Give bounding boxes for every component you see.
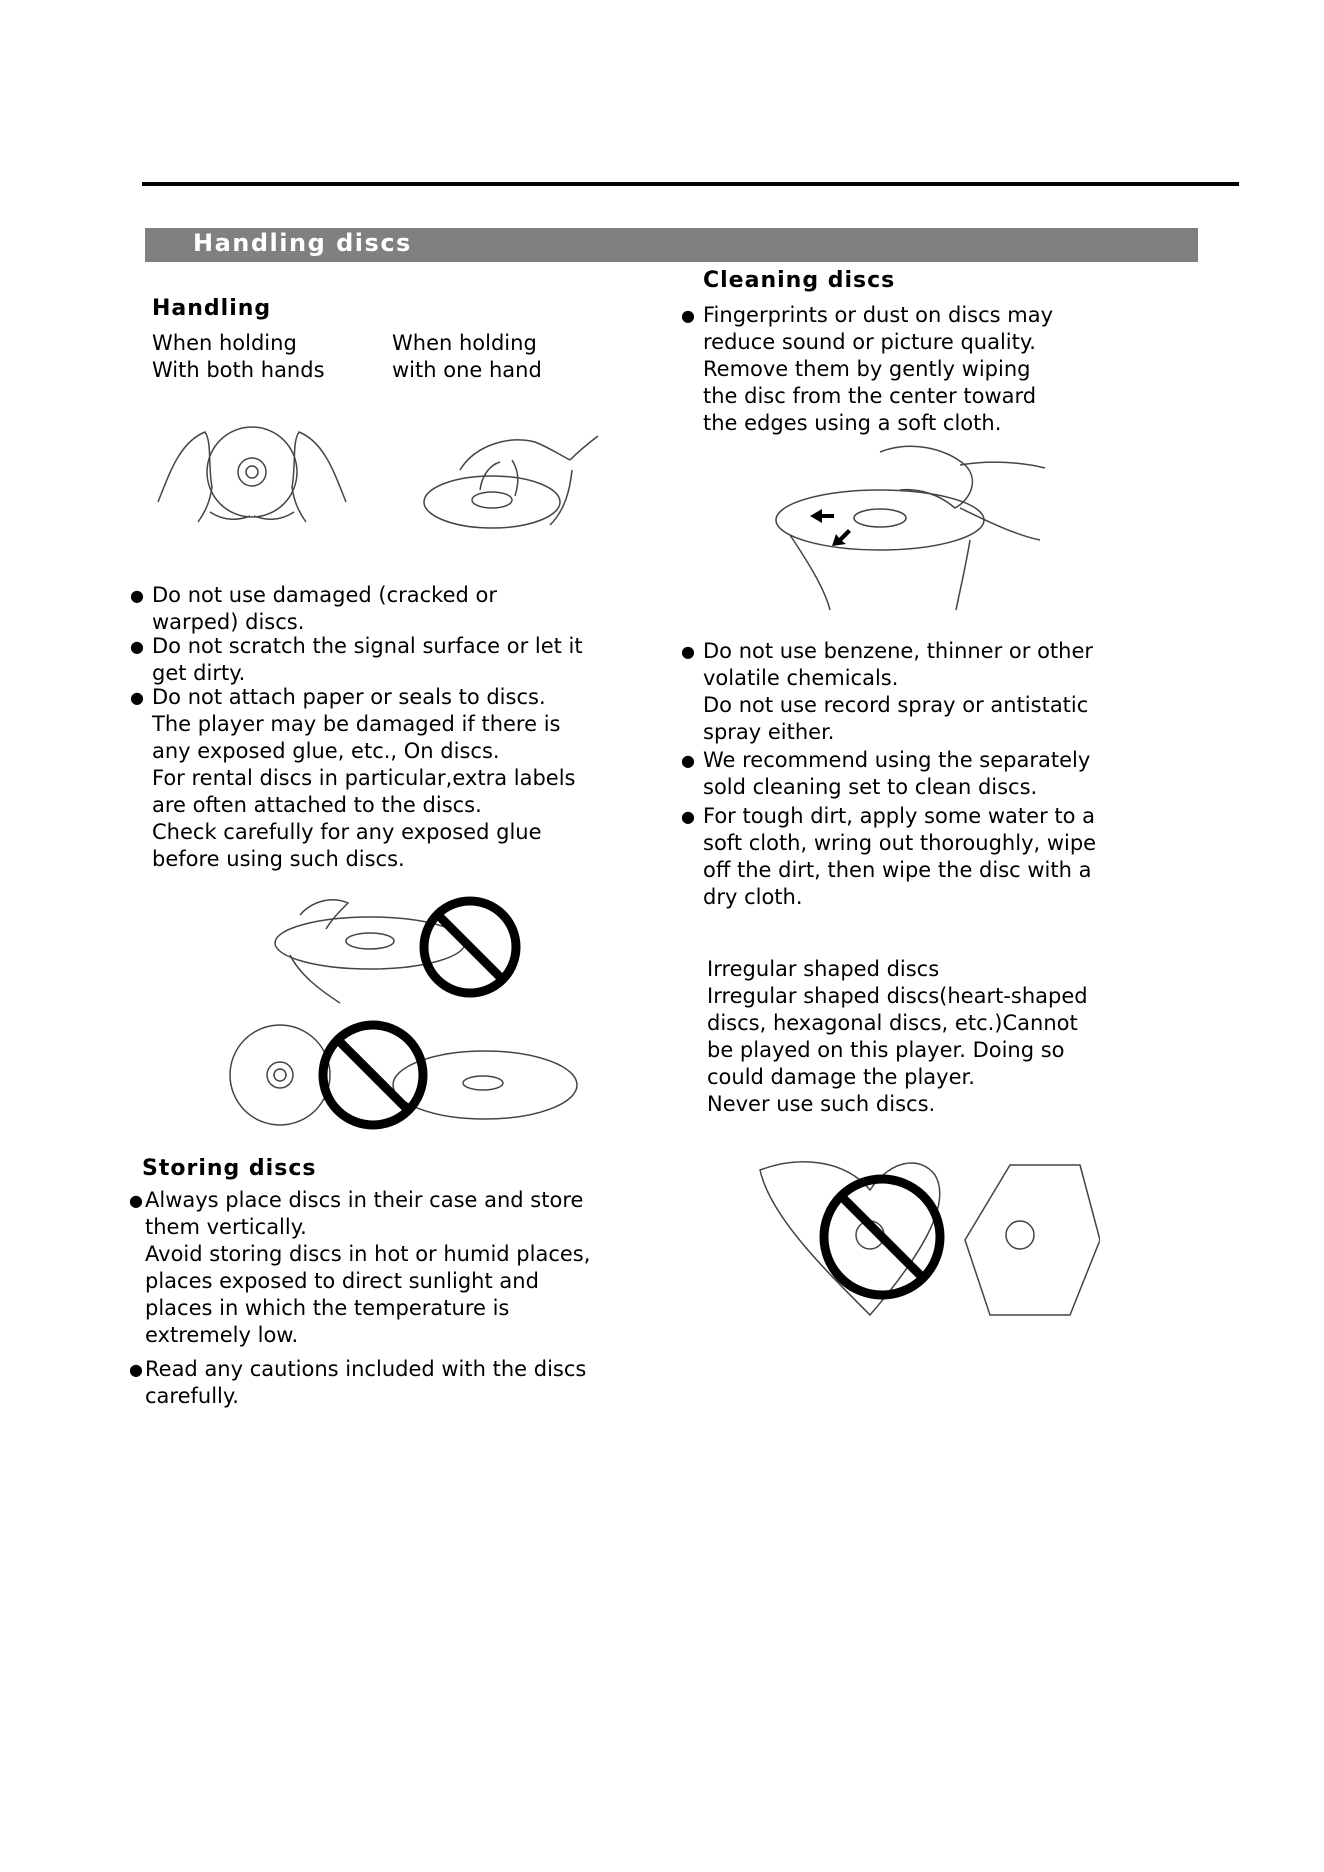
handling-bullet-1: ● Do not use damaged (cracked or warped) discs. — [130, 583, 497, 634]
irregular-discs-text: Irregular shaped discs Irregular shaped discs(heart-shaped discs, hexagonal discs, etc.)Cannot be played on this player. Doing so could damage the player. Never use such discs. — [707, 957, 1088, 1116]
irregular-discs-illustration — [750, 1155, 1100, 1325]
cleaning-bullet-2: ● Do not use benzene, thinner or other volatile chemicals. Do not use record spray or antistatic spray either. — [681, 639, 1094, 744]
cleaning-bullet-1: ● Fingerprints or dust on discs may reduce sound or picture quality. Remove them by gently wiping the disc from the center toward the edges using a soft cloth. — [681, 303, 1054, 435]
banner-title: Handling discs — [193, 229, 412, 257]
header-rule — [142, 182, 1239, 186]
both-hands-illustration — [150, 412, 360, 532]
caption-both-hands: When holding With both hands — [152, 331, 325, 382]
handling-bullet-3: ● Do not attach paper or seals to discs. The player may be damaged if there is any exposed glue, etc., On discs. For rental discs in particular,extra labels are often attached to the discs. Check carefully for any exposed glue before using such discs. — [130, 685, 576, 871]
handling-bullet-2: ● Do not scratch the signal surface or let it get dirty. — [130, 634, 583, 685]
cleaning-bullet-4: ● For tough dirt, apply some water to a soft cloth, wring out thoroughly, wipe off the dirt, then wipe the disc with a dry cloth. — [681, 804, 1097, 909]
caption-one-hand: When holding with one hand — [392, 331, 542, 382]
storing-heading: Storing discs — [142, 1156, 317, 1181]
handling-heading: Handling — [152, 296, 272, 321]
storing-bullet-2: ● Read any cautions included with the discs carefully. — [129, 1357, 587, 1408]
cleaning-illustration — [770, 440, 1060, 615]
storing-bullet-1: ● Always place discs in their case and store them vertically. Avoid storing discs in hot or humid places, places exposed to direct sunlight and places in which the temperature is extremely low. — [129, 1188, 591, 1347]
no-labels-illustration — [270, 885, 525, 1010]
no-damaged-discs-illustration — [225, 1015, 585, 1135]
cleaning-bullet-3: ● We recommend using the separately sold cleaning set to clean discs. — [681, 748, 1091, 799]
one-hand-illustration — [420, 430, 600, 540]
section-banner — [145, 228, 1198, 262]
cleaning-heading: Cleaning discs — [703, 268, 896, 293]
